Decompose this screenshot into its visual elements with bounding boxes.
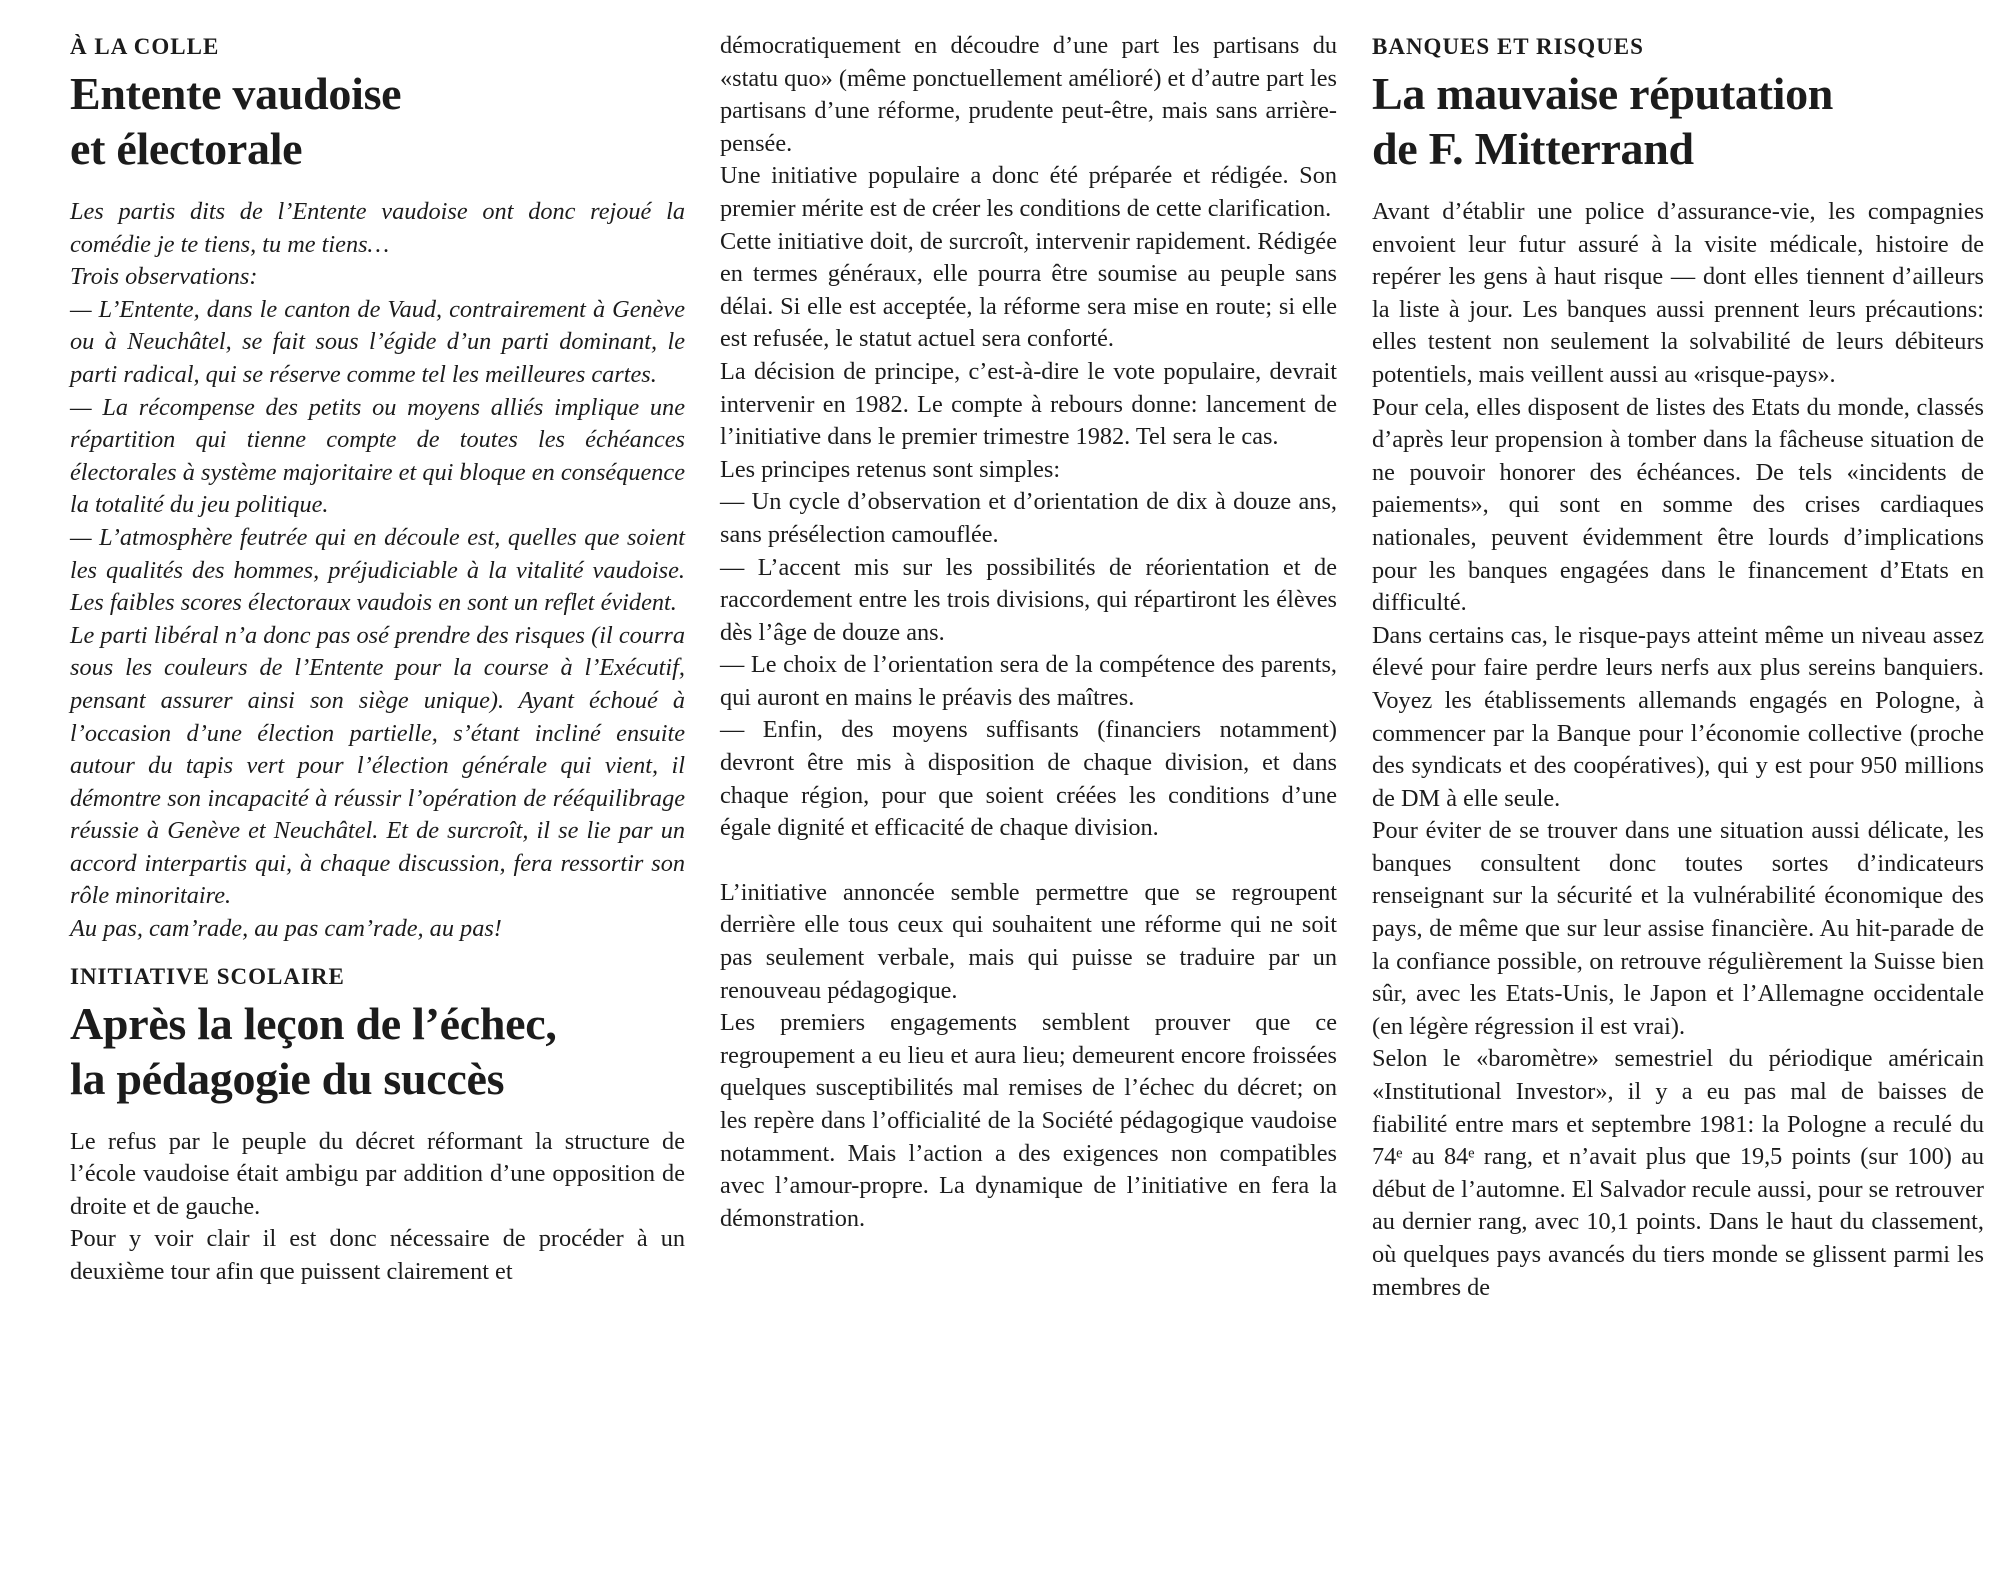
article-body (70, 196, 685, 946)
section-kicker: À LA COLLE (70, 34, 220, 59)
paragraph-gap (720, 845, 1337, 877)
paragraph: Le parti libéral n’a donc pas osé prendre des risques (il courra sous les couleurs de l’Entente pour la course à l’Exécutif, pensant assurer ainsi son siège unique). Ayant échoué à l’occasion d’une élection partielle, s’étant incliné ensuite autour du tapis vert pour l’élection générale qui vient, il démontre son incapacité à réussir l’opération de rééquilibrage réussie à Genève et Neuchâtel. Et de surcroît, il se lie par un accord interpartis qui, à chaque discussion, fera ressortir son rôle minoritaire. (70, 621, 685, 910)
article-title (70, 66, 685, 176)
paragraph: Une initiative populaire a donc été préparée et rédigée. Son premier mérite est de créer les conditions de cette clarification. (720, 162, 1337, 222)
column-right (1372, 30, 1984, 1304)
column-left (70, 30, 685, 1289)
paragraph: Dans certains cas, le risque-pays atteint même un niveau assez élevé pour faire perdre leurs nerfs aux plus sereins banquiers. Voyez les établissements allemands engagés en Pologne, à commencer par la Banque pour l’économie collective (proche des syndicats et des coopératives), qui y est pour 950 millions de DM à elle seule. (1372, 621, 1984, 812)
title-line: et électorale (70, 123, 303, 174)
paragraph: — L’atmosphère feutrée qui en découle est, quelles que soient les qualités des hommes, préjudiciable à la vitalité vaudoise. Les faibles scores électoraux vaudois en sont un reflet évident. (70, 523, 685, 617)
section-kicker: INITIATIVE SCOLAIRE (70, 963, 345, 989)
paragraph: — L’Entente, dans le canton de Vaud, contrairement à Genève ou à Neuchâtel, se fait sous l’égide d’un parti dominant, le parti radical, qui se réserve comme tel les meilleures cartes. (70, 295, 685, 388)
paragraph: Pour cela, elles disposent de listes des Etats du monde, classés d’après leur propension à tomber dans la fâcheuse situation de ne pouvoir honorer des échéances. De tels «incidents de paiements», qui sont en somme des crises cardiaques nationales, peuvent évidemment être lourds d’implications pour les banques engagées dans le financement d’Etats en difficulté. (1372, 393, 1984, 617)
article-body (70, 1126, 685, 1289)
article-body (1372, 196, 1984, 1304)
title-line: la pédagogie du succès (70, 1052, 505, 1104)
title-line: de F. Mitterrand (1372, 123, 1694, 174)
paragraph: Les principes retenus sont simples: (720, 455, 1061, 483)
article-banques (1372, 34, 1984, 1304)
paragraph: Selon le «baromètre» semestriel du périodique américain «Institutional Investor», il y a eu pas mal de baisses de fiabilité entre mars et septembre 1981: la Pologne a reculé du 74ᵉ au 84ᵉ rang, et n’avait plus que 19,5 points (sur 100) au début de l’automne. El Salvador recule aussi, pour se retrouver au dernier rang, avec 10,1 points. Dans le haut du classement, où quelques pays avancés du tiers monde se glissent parmi les membres de (1372, 1045, 1984, 1301)
paragraph: Au pas, cam’rade, au pas cam’rade, au pas! (70, 915, 502, 943)
paragraph: — L’accent mis sur les possibilités de réorientation et de raccordement entre les trois divisions, qui répartiront les élèves dès l’âge de douze ans. (720, 553, 1337, 646)
paragraph: Pour y voir clair il est donc nécessaire de procéder à un deuxième tour afin que puissent clairement et (70, 1225, 685, 1286)
paragraph: — Enfin, des moyens suffisants (financiers notamment) devront être mis à disposition de chaque division, et dans chaque région, pour que soient créées les conditions d’une égale dignité et efficacité de chaque division. (720, 716, 1337, 842)
paragraph: L’initiative annoncée semble permettre que se regroupent derrière elle tous ceux qui souhaitent une réforme qui ne soit pas seulement verbale, mais qui puisse se traduire par un renouveau pédagogique. (720, 878, 1337, 1004)
article-title (70, 996, 685, 1106)
paragraph: Avant d’établir une police d’assurance-vie, les compagnies envoient leur futur assuré à la visite médicale, histoire de repérer les gens à haut risque — dont elles tiennent d’ailleurs la liste à jour. Les banques aussi prennent leurs précautions: elles testent non seulement la solvabilité de leurs débiteurs potentiels, mais veillent aussi au «risque-pays». (1372, 198, 1984, 388)
paragraph: Le refus par le peuple du décret réformant la structure de l’école vaudoise était ambigu par addition d’une opposition de droite et de gauche. (70, 1127, 685, 1220)
title-line: Entente vaudoise (70, 68, 402, 119)
paragraph: — Le choix de l’orientation sera de la compétence des parents, qui auront en mains le préavis des maîtres. (720, 651, 1337, 711)
article-body-continued (720, 30, 1337, 1235)
paragraph: Cette initiative doit, de surcroît, intervenir rapidement. Rédigée en termes généraux, elle pourra être soumise au peuple sans délai. Si elle est acceptée, la réforme sera mise en route; si elle est refusée, le statut actuel sera conforté. (720, 227, 1337, 353)
paragraph: Les premiers engagements semblent prouver que ce regroupement a eu lieu et aura lieu; demeurent encore froissées quelques susceptibilités mal remises de l’échec du décret; on les repère dans l’officialité de la Société pédagogique vaudoise notamment. Mais l’action a des exigences non compatibles avec l’amour-propre. La dynamique de l’initiative en fera la démonstration. (720, 1009, 1337, 1232)
paragraph: Pour éviter de se trouver dans une situation aussi délicate, les banques consultent donc toutes sortes d’indicateurs renseignant sur la sécurité et la vulnérabilité économique des pays, de même que sur leur assise financière. Au hit-parade de la confiance possible, on retrouve régulièrement la Suisse bien sûr, avec les Etats-Unis, le Japon et l’Allemagne occidentale (en légère régression il est vrai). (1372, 817, 1984, 1040)
article-entente (70, 34, 685, 946)
article-initiative-scolaire (70, 964, 685, 1289)
paragraph: démocratiquement en découdre d’une part les partisans du «statu quo» (même ponctuellement amélioré) et d’autre part les partisans d’une réforme, prudente peut-être, mais sans arrière-pensée. (720, 32, 1337, 157)
paragraph: La décision de principe, c’est-à-dire le vote populaire, devrait intervenir en 1982. Le compte à rebours donne: lancement de l’initiative dans le premier trimestre 1982. Tel sera le cas. (720, 357, 1337, 451)
title-line: La mauvaise réputation (1372, 68, 1834, 119)
section-kicker: BANQUES ET RISQUES (1372, 34, 1644, 59)
article-title (1372, 66, 1984, 176)
paragraph: — Un cycle d’observation et d’orientation de dix à douze ans, sans présélection camouflée. (720, 488, 1337, 548)
paragraph: Les partis dits de l’Entente vaudoise ont donc rejoué la comédie je te tiens, tu me tiens… (70, 198, 685, 258)
column-middle (720, 30, 1337, 1235)
title-line: Après la leçon de l’échec, (70, 997, 557, 1049)
paragraph: Trois observations: (70, 263, 258, 291)
paragraph: — La récompense des petits ou moyens alliés implique une répartition qui tienne compte de toutes les échéances électorales à système majoritaire et qui bloque en conséquence la totalité du jeu politique. (70, 393, 685, 519)
